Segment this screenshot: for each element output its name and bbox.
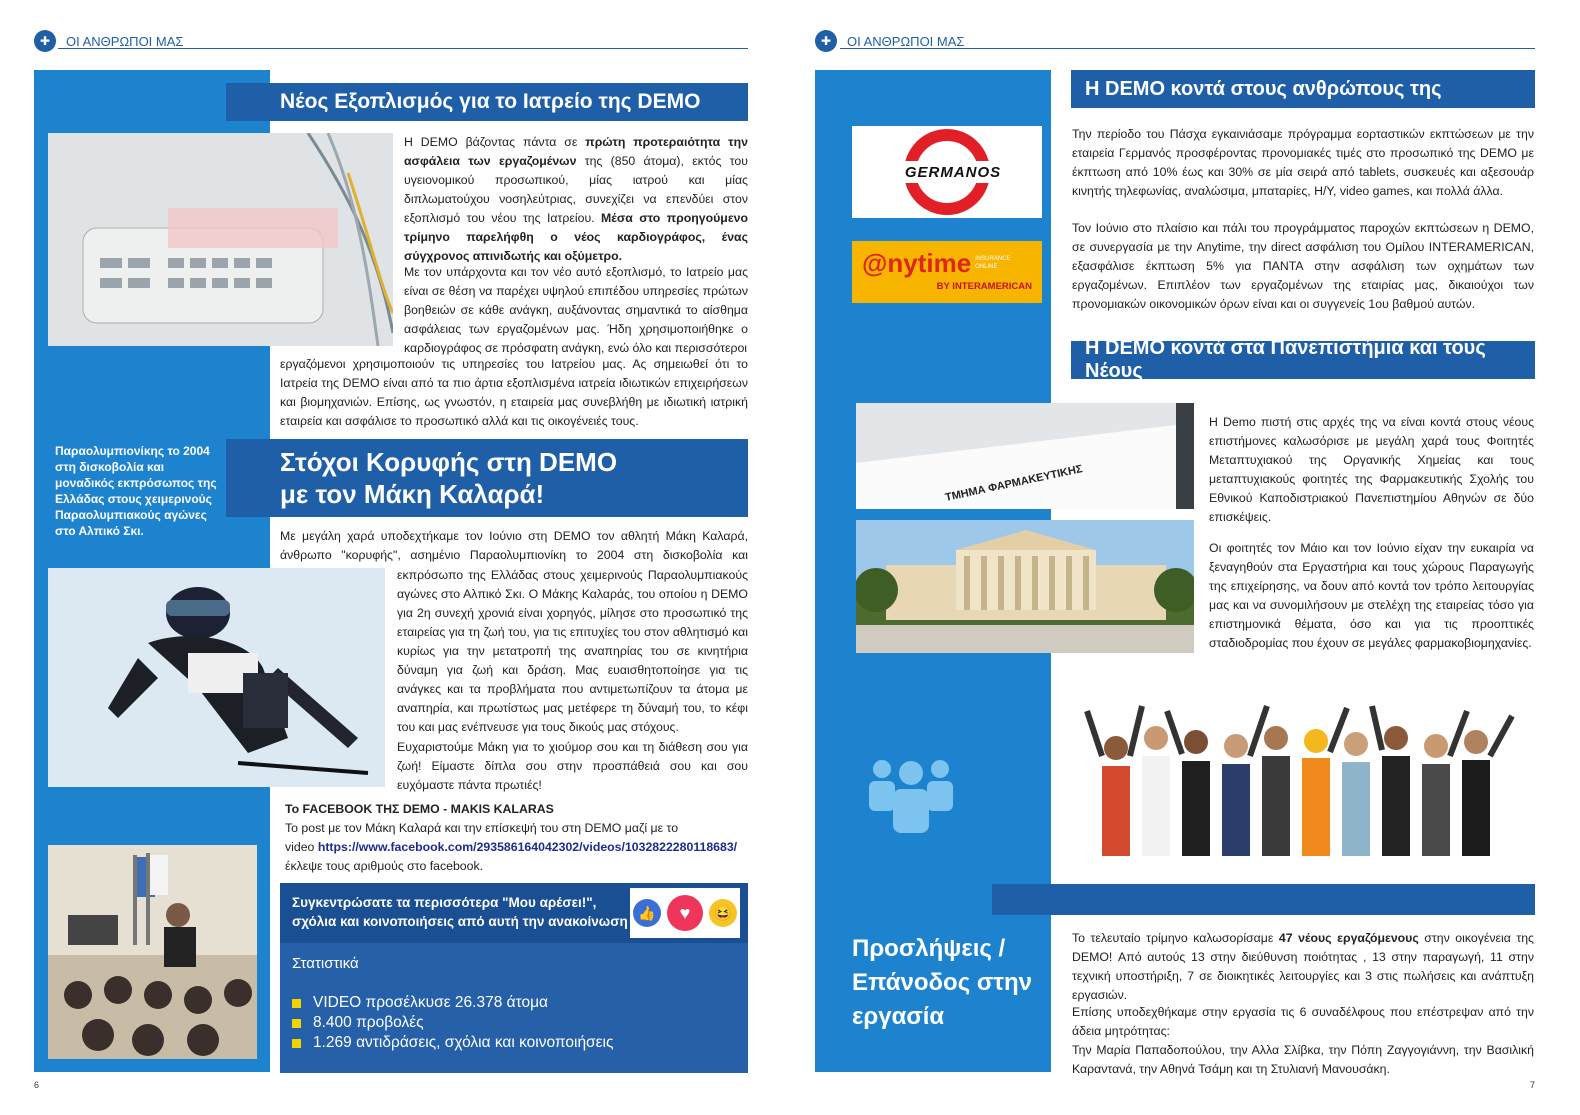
lecture-photo — [48, 845, 257, 1059]
athlete-thanks-text: Ευχαριστούμε Μάκη για το χιούμορ σου και τη διάθεση σου για ζωή! Είμαστε δίπλα σου στην προσπάθειά σου και σου ευχόμαστε πάντα πρωτιές! — [397, 740, 748, 792]
right-header-title: ΟΙ ΑΝΘΡΩΠΟΙ ΜΑΣ — [847, 33, 965, 49]
left-page-number: 6 — [34, 1080, 40, 1090]
stats-label: Στατιστικά — [292, 955, 359, 972]
athlete-ski-photo — [48, 568, 385, 787]
like-icon: 👍 — [633, 899, 661, 927]
athlete-title-line-2: με τον Μάκη Καλαρά! — [280, 479, 545, 509]
facebook-video-link[interactable]: https://www.facebook.com/293586164042302/videos/1032822280118683/ — [317, 840, 738, 854]
new-employees-photo — [1072, 686, 1535, 886]
section-university-title: Η DEMO κοντά στα Πανεπιστήμια και τους Νέους — [1071, 341, 1535, 379]
hiring-paragraph-2: Επίσης υποδεχθήκαμε στην εργασία τις 6 συναδέλφους που επέστρεψαν από την άδεια μητρότητας: — [1072, 1005, 1534, 1038]
reactions-strip — [630, 888, 740, 938]
germanos-ring-icon — [904, 129, 1002, 215]
facebook-text-3: έκλεψε τους αριθμούς στο facebook. — [285, 859, 484, 873]
stats-item: VIDEO προσέλκυσε 26.378 άτομα — [292, 993, 613, 1013]
people-paragraph-2: Τον Ιούνιο στο πλαίσιο και πάλι του προγράμματος παροχών εκπτώσεων η DEMO, σε συνεργασία με την Anytime, την direct ασφάλιση του Ομίλου INTERAMERICAN, εξασφάλισε έκπτωση 5% για ΠΑΝΤΑ στην ασφάλιση των οχημάτων των εργαζομένων. Επιπλέον των εργαζομένων της εταιρίας μας, δικαιούχοι των προνομιακών οικονομικών όρων είναι και οι συγγενείς 1ου βαθμού αυτών. — [1072, 221, 1534, 311]
athlete-main-text: εκπρόσωπο της Ελλάδας στους χειμερινούς Παραολυμπιακούς αγώνες στο Αλπικό Σκι. Ο Μάκης Καλαράς, του οποίου η DEMO για 2η συνεχή χρονιά είναι χορηγός, μίλησε στο προσωπικό της εταιρείας για τη ζωή του, για τις επιτυχίες του στον αθλητισμό και κυρίως για την μετατροπή της αναπηρίας του σε κινητήρια δύναμη για ζωή και δράση. Μας ευαισθητοποίησε για τις ανάγκες και τα προβλήματα που αντιμετωπίζουν τα άτομα με αναπηρία, και πρωτίστως μας μετέφερε τη δύναμή του, το κέφι του και μας ενέπνευσε για τους δικούς μας στόχους. — [397, 568, 748, 734]
section-people-title: Η DEMO κοντά στους ανθρώπους της — [1071, 70, 1535, 108]
pharmacy-sign: ΤΜΗΜΑ ΦΑΡΜΑΚΕΥΤΙΚΗΣ — [944, 463, 1084, 504]
stats-headline: Συγκεντρώσατε τα περισσότερα "Μου αρέσει!", σχόλια και κοινοποιήσεις από αυτή την ανακοίνωση — [292, 895, 628, 929]
facebook-text-1: Το post με τον Μάκη Καλαρά και την επίσκεψή του στη DEMO μαζί με το — [285, 821, 679, 835]
stats-item: 8.400 προβολές — [292, 1013, 613, 1033]
equipment-paragraph-2b: εργαζόμενοι χρησιμοποιούν τις υπηρεσίες του Ιατρείου μας. Ας σημειωθεί ότι το Ιατρεία της DEMO είναι από τα πιο άρτια εξοπλισμένα ιατρεία ιδιωτικών επιχειρήσεων και βιομηχανιών. Επίσης, ως γνωστόν, η εταιρεία μας συνεβλήθη με ιδιωτική ιατρική εταιρεία και ασφάλισε το προσωπικό αλλά και τις οικογένειές τους. — [280, 357, 748, 428]
hiring-side-title: Προσλήψεις / Επάνοδος στην εργασία — [852, 935, 1032, 1030]
haha-icon: 😆 — [709, 899, 737, 927]
section-equipment-title: Νέος Εξοπλισμός για το Ιατρείο της DEMO — [226, 83, 748, 121]
facebook-text-2: video https://www.facebook.com/293586164042302/videos/1032822280118683/ — [285, 840, 738, 854]
athlete-intro-text: Με μεγάλη χαρά υποδεχτήκαμε τον Ιούνιο στη DEMO τον αθλητή Μάκη Καλαρά, άνθρωπο "κορυφής", ασημένιο Παραολυμπιονίκη το 2004 στη δισκοβολία και — [280, 529, 748, 562]
pharmacy-building-photo — [856, 403, 1194, 509]
hiring-paragraph-3: Την Μαρία Παπαδοπούλου, την Αλλα Σλίβκα, την Πόπη Ζαγγογιάννη, την Βασιλική Καραντανά, την Αθηνά Τσάμη και τη Στυλιανή Μανουσάκη. — [1072, 1043, 1534, 1076]
stats-box — [280, 883, 748, 1073]
germanos-wordmark: GERMANOS — [866, 161, 1040, 183]
facebook-block — [285, 800, 748, 876]
university-paragraph-1: Η Demo πιστή στις αρχές της να είναι κοντά στους νέους επιστήμονες καλωσόρισε με μεγάλη χαρά τους Φοιτητές Μεταπτυχιακού της Οργανικής Χημείας και τους μεταπτυχιακούς φοιτητές της Φαρμακευτικής Σχολής του Εθνικού Καποδιστριακού Πανεπιστημίου Αθηνών σε δύο επισκέψεις. — [1209, 415, 1534, 524]
equipment-paragraph-2a: Με τον υπάρχοντα και τον νέο αυτό εξοπλισμό, το Ιατρείο μας είναι σε θέση να παρέχει υψηλού επιπέδου υπηρεσίες πρώτων βοηθειών σε κάθε ανάγκη, αυξάνοντας σημαντικά το αίσθημα ασφάλειας των εργαζομένων μας. Ήδη χρησιμοποιήθηκε ο καρδιογράφος σε πρόσφατη ανάγκη, ενώ όλο και περισσότεροι — [404, 265, 748, 355]
company-logo-icon: ✚ — [34, 30, 56, 52]
cardiograph-photo — [48, 133, 393, 346]
anytime-logo — [852, 241, 1042, 303]
company-logo-icon: ✚ — [815, 30, 837, 52]
section-athlete-title — [226, 439, 748, 517]
hiring-paragraph-1: Το τελευταίο τρίμηνο καλωσορίσαμε 47 νέους εργαζόμενους στην οικογένεια της DEMO! Από αυτούς 13 στην διεύθυνση ποιότητας , 13 στην παραγωγή, 11 στην τεχνική υποστήριξη, 7 σε διοικητικές λειτουργίες και 3 στις πωλήσεις και ανάπτυξη εργασιών. — [1072, 931, 1534, 1002]
anytime-small-label: INSURANCE ONLINE — [975, 256, 1011, 270]
left-header-title: ΟΙ ΑΝΘΡΩΠΟΙ ΜΑΣ — [66, 33, 184, 49]
germanos-logo — [852, 126, 1042, 218]
people-group-icon — [866, 755, 956, 835]
equipment-paragraph-1: Η DEMO βάζοντας πάντα σε πρώτη προτεραιότητα την ασφάλεια των εργαζομένων της (850 άτομα), εκτός του υγειονομικού προσωπικού, μίας ιατρού και μίας διπλωματούχου νοσηλεύτριας, συνεχίζει να επενδύει στον εξοπλισμό του νέου της Ιατρείου. Μέσα στο προηγούμενο τρίμηνο παρελήφθη ο νέος καρδιογράφος, ένας σύγχρονος απινιδωτής και οξύμετρο. — [404, 135, 748, 263]
hiring-banner-bar — [992, 884, 1535, 915]
love-icon: ♥ — [667, 895, 703, 931]
athlete-side-caption: Παραολυμπιονίκης το 2004 στη δισκοβολία και μοναδικός εκπρόσωπος της Ελλάδας στους χειμερινούς Παραολυμπιακούς αγώνες στο Αλπικό Σκι. — [55, 444, 217, 538]
right-header-rule — [840, 48, 1535, 49]
university-building-photo — [856, 520, 1194, 653]
anytime-by-label: BY INTERAMERICAN — [936, 281, 1032, 292]
athlete-title-line-1: Στόχοι Κορυφής στη DEMO — [280, 447, 618, 477]
left-header-rule — [58, 48, 748, 49]
university-paragraph-2: Οι φοιτητές τον Μάιο και τον Ιούνιο είχαν την ευκαιρία να ξεναγηθούν στα Εργαστήρια και τους χώρους Παραγωγής της επιχείρησης, να δουν από κοντά τον τρόπο λειτουργίας μας και να συνομιλήσουν με στελέχη της εταιρείας τόσο για επιστημονικά θέματα, όσο και για τις προοπτικές σταδιοδρομίας που έχουν σε μεγάλες φαρμακοβιομηχανίες. — [1209, 541, 1534, 650]
anytime-wordmark: @nytime — [862, 248, 972, 278]
facebook-title: Το FACEBOOK ΤΗΣ DEMO - MAKIS KALARAS — [285, 802, 554, 816]
stats-item: 1.269 αντιδράσεις, σχόλια και κοινοποιήσεις — [292, 1033, 613, 1053]
stats-list — [292, 993, 613, 1053]
right-page-number: 7 — [1530, 1080, 1536, 1090]
people-paragraph-1: Την περίοδο του Πάσχα εγκαινιάσαμε πρόγραμμα εορταστικών εκπτώσεων με την εταιρεία Γερμανός προσφέροντας προνομιακές τιμές στο προσωπικό της DEMO με έκπτωση από 10% έως και 30% σε μία σειρά από tablets, συσκευές και αξεσουάρ κινητής τηλεφωνίας, αναλώσιμα, μπαταρίες, Η/Υ, video games, και πολλά άλλα. — [1072, 127, 1534, 198]
